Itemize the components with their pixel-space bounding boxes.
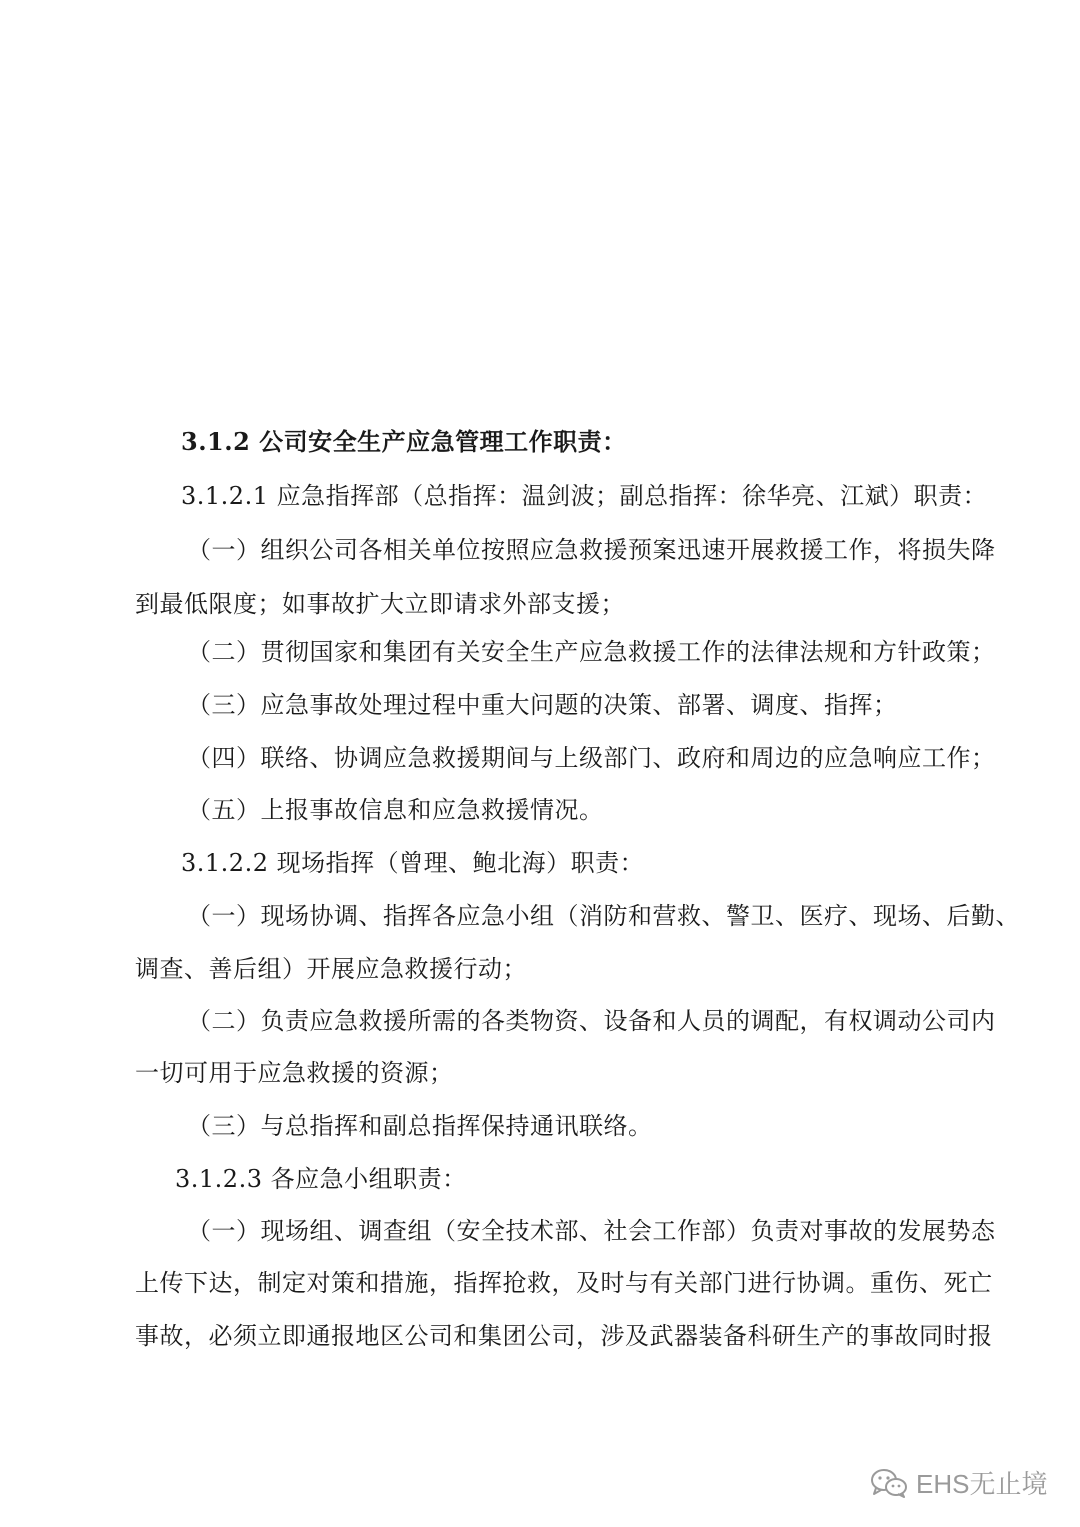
paragraph-line <box>0 635 1080 669</box>
line-text: （一）现场组、调查组（安全技术部、社会工作部）负责对事故的发展势态 <box>187 1217 996 1245</box>
paragraph-line <box>0 1109 1080 1143</box>
line-text: 3.1.2.3 各应急小组职责： <box>175 1165 467 1193</box>
line-text: 事故，必须立即通报地区公司和集团公司，涉及武器装备科研生产的事故同时报 <box>135 1322 993 1350</box>
paragraph-line <box>0 1266 1080 1300</box>
wechat-icon <box>870 1468 908 1498</box>
line-text: 调查、善后组）开展应急救援行动； <box>135 955 527 983</box>
line-text: 上传下达，制定对策和措施，指挥抢救，及时与有关部门进行协调。重伤、死亡 <box>135 1269 993 1297</box>
line-text: （五）上报事故信息和应急救援情况。 <box>187 796 604 824</box>
line-text: （四）联络、协调应急救援期间与上级部门、政府和周边的应急响应工作； <box>187 744 996 772</box>
paragraph-line <box>0 1004 1080 1038</box>
line-text: 一切可用于应急救援的资源； <box>135 1059 454 1087</box>
paragraph-line <box>0 952 1080 986</box>
watermark-text: EHS无止境 <box>916 1469 1048 1499</box>
paragraph-line <box>0 688 1080 722</box>
line-text: （三）应急事故处理过程中重大问题的决策、部署、调度、指挥； <box>187 691 898 719</box>
line-text: 到最低限度；如事故扩大立即请求外部支援； <box>135 590 625 618</box>
subsection-heading-3-1-2-1 <box>0 479 1080 513</box>
paragraph-line <box>0 1214 1080 1248</box>
paragraph-line <box>0 1319 1080 1353</box>
paragraph-line <box>0 793 1080 827</box>
paragraph-line <box>0 899 1080 933</box>
paragraph-line <box>0 533 1080 567</box>
line-text: 3.1.2.2 现场指挥（曾理、鲍北海）职责： <box>181 849 645 877</box>
line-text: （三）与总指挥和副总指挥保持通讯联络。 <box>187 1112 653 1140</box>
subsection-heading-3-1-2-3 <box>0 1162 1080 1196</box>
line-text: （一）组织公司各相关单位按照应急救援预案迅速开展救援工作，将损失降 <box>187 536 996 564</box>
line-text: 3.1.2 公司安全生产应急管理工作职责： <box>181 427 627 456</box>
line-text: 3.1.2.1 应急指挥部（总指挥：温剑波；副总指挥：徐华亮、江斌）职责： <box>181 482 988 510</box>
line-text: （二）贯彻国家和集团有关安全生产应急救援工作的法律法规和方针政策； <box>187 638 996 666</box>
paragraph-line <box>0 741 1080 775</box>
section-heading-3-1-2 <box>0 425 1080 459</box>
paragraph-line <box>0 587 1080 621</box>
subsection-heading-3-1-2-2 <box>0 846 1080 880</box>
line-text: （二）负责应急救援所需的各类物资、设备和人员的调配，有权调动公司内 <box>187 1007 996 1035</box>
paragraph-line <box>0 1056 1080 1090</box>
watermark <box>870 1464 1047 1501</box>
line-text: （一）现场协调、指挥各应急小组（消防和营救、警卫、医疗、现场、后勤、 <box>187 902 1020 930</box>
